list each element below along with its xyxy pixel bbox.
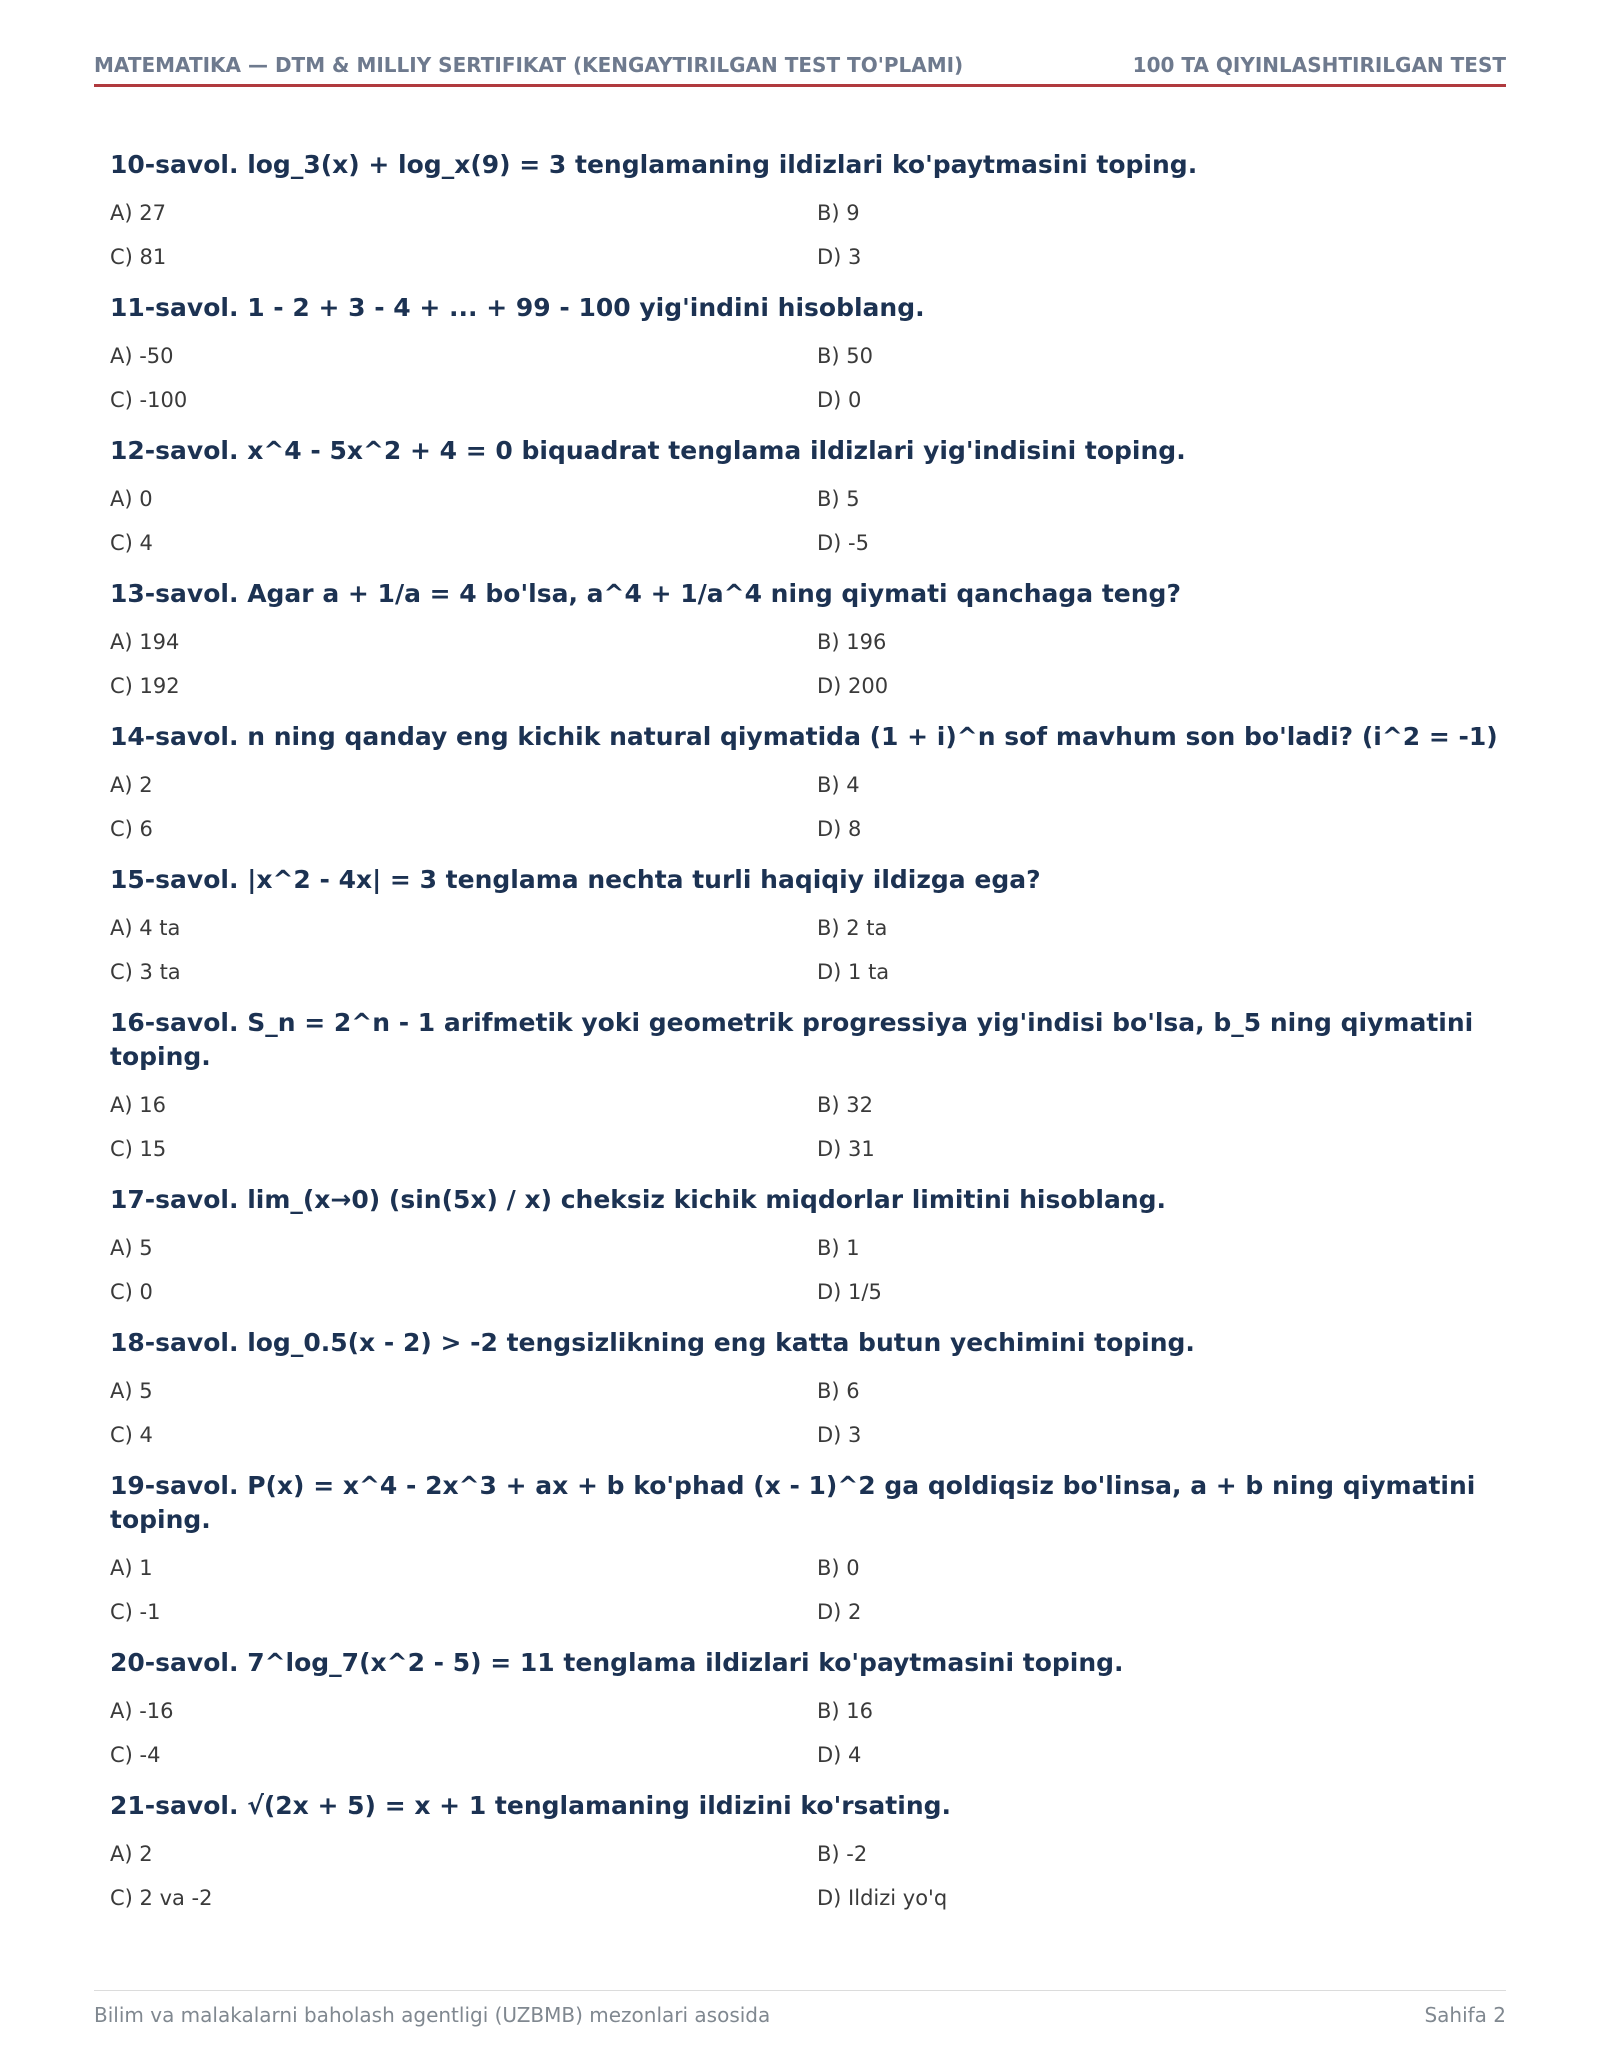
question-block bbox=[110, 1789, 1510, 1920]
answer-option: D) 200 bbox=[817, 674, 889, 698]
question-title bbox=[110, 434, 1510, 468]
question-title bbox=[110, 1183, 1510, 1217]
question-text: P(x) = x^4 - 2x^3 + ax + b ko'phad (x - 1)^2 ga qoldiqsiz bo'linsa, a + b ning qiymatini toping. bbox=[110, 1471, 1476, 1534]
question-number: 16-savol. bbox=[110, 1008, 239, 1037]
question-block bbox=[110, 577, 1510, 708]
answer-option: C) -100 bbox=[110, 388, 188, 412]
question-number: 14-savol. bbox=[110, 722, 239, 751]
answer-option: B) 2 ta bbox=[817, 916, 888, 940]
question-block bbox=[110, 720, 1510, 851]
answer-option: C) 81 bbox=[110, 245, 167, 269]
question-title bbox=[110, 1646, 1510, 1680]
question-number: 12-savol. bbox=[110, 436, 239, 465]
answer-option: B) 9 bbox=[817, 201, 860, 225]
question-title bbox=[110, 1789, 1510, 1823]
page-footer bbox=[94, 1990, 1506, 2027]
answer-option: B) 50 bbox=[817, 344, 873, 368]
question-text: S_n = 2^n - 1 arifmetik yoki geometrik progressiya yig'indisi bo'lsa, b_5 ning qiymatini toping. bbox=[110, 1008, 1474, 1071]
answer-option: B) 1 bbox=[817, 1236, 860, 1260]
answer-option: A) -16 bbox=[110, 1699, 174, 1723]
answer-option: C) -1 bbox=[110, 1600, 161, 1624]
answer-option: C) 4 bbox=[110, 531, 153, 555]
answer-options bbox=[110, 906, 1510, 994]
answer-option: C) 6 bbox=[110, 817, 153, 841]
question-block bbox=[110, 1006, 1510, 1171]
answer-option: C) 15 bbox=[110, 1137, 167, 1161]
answer-option: A) 5 bbox=[110, 1236, 153, 1260]
answer-option: B) 16 bbox=[817, 1699, 873, 1723]
question-number: 15-savol. bbox=[110, 865, 239, 894]
answer-options bbox=[110, 334, 1510, 422]
question-text: 1 - 2 + 3 - 4 + ... + 99 - 100 yig'indini hisoblang. bbox=[247, 293, 925, 322]
question-number: 18-savol. bbox=[110, 1328, 239, 1357]
question-title bbox=[110, 720, 1510, 754]
question-title bbox=[110, 148, 1510, 182]
question-title bbox=[110, 863, 1510, 897]
question-number: 19-savol. bbox=[110, 1471, 239, 1500]
answer-option: A) 27 bbox=[110, 201, 166, 225]
header-subtitle: 100 TA QIYINLASHTIRILGAN TEST bbox=[1132, 53, 1506, 77]
question-text: x^4 - 5x^2 + 4 = 0 biquadrat tenglama ildizlari yig'indisini toping. bbox=[247, 436, 1186, 465]
answer-option: D) 31 bbox=[817, 1137, 875, 1161]
question-text: n ning qanday eng kichik natural qiymatida (1 + i)^n sof mavhum son bo'ladi? (i^2 = -1) bbox=[247, 722, 1498, 751]
question-title bbox=[110, 1326, 1510, 1360]
question-number: 10-savol. bbox=[110, 150, 239, 179]
answer-option: D) 1/5 bbox=[817, 1280, 882, 1304]
question-text: log_0.5(x - 2) > -2 tengsizlikning eng katta butun yechimini toping. bbox=[247, 1328, 1195, 1357]
question-title bbox=[110, 1469, 1510, 1537]
question-block bbox=[110, 1326, 1510, 1457]
answer-option: A) 2 bbox=[110, 773, 153, 797]
question-number: 21-savol. bbox=[110, 1791, 239, 1820]
answer-options bbox=[110, 191, 1510, 279]
footer-source: Bilim va malakalarni baholash agentligi (UZBMB) mezonlari asosida bbox=[94, 2003, 771, 2027]
answer-option: B) 32 bbox=[817, 1093, 873, 1117]
question-text: lim_(x→0) (sin(5x) / x) cheksiz kichik miqdorlar limitini hisoblang. bbox=[247, 1185, 1167, 1214]
page-header bbox=[94, 50, 1506, 87]
answer-option: A) 2 bbox=[110, 1842, 153, 1866]
question-title bbox=[110, 577, 1510, 611]
answer-option: B) -2 bbox=[817, 1842, 868, 1866]
answer-options bbox=[110, 1083, 1510, 1171]
question-title bbox=[110, 291, 1510, 325]
question-text: |x^2 - 4x| = 3 tenglama nechta turli haqiqiy ildizga ega? bbox=[247, 865, 1041, 894]
question-block bbox=[110, 434, 1510, 565]
question-block bbox=[110, 1646, 1510, 1777]
answer-options bbox=[110, 1546, 1510, 1634]
question-block bbox=[110, 1183, 1510, 1314]
question-text: √(2x + 5) = x + 1 tenglamaning ildizini ko'rsating. bbox=[247, 1791, 952, 1820]
question-number: 17-savol. bbox=[110, 1185, 239, 1214]
question-text: log_3(x) + log_x(9) = 3 tenglamaning ildizlari ko'paytmasini toping. bbox=[247, 150, 1198, 179]
answer-option: B) 0 bbox=[817, 1556, 860, 1580]
answer-options bbox=[110, 1689, 1510, 1777]
answer-option: B) 5 bbox=[817, 487, 860, 511]
answer-options bbox=[110, 620, 1510, 708]
answer-option: A) 16 bbox=[110, 1093, 166, 1117]
header-title: MATEMATIKA — DTM & MILLIY SERTIFIKAT (KENGAYTIRILGAN TEST TO'PLAMI) bbox=[94, 53, 964, 77]
answer-options bbox=[110, 763, 1510, 851]
answer-option: A) 5 bbox=[110, 1379, 153, 1403]
answer-option: D) 3 bbox=[817, 1423, 862, 1447]
answer-option: A) 0 bbox=[110, 487, 153, 511]
answer-option: B) 6 bbox=[817, 1379, 860, 1403]
question-text: Agar a + 1/a = 4 bo'lsa, a^4 + 1/a^4 ning qiymati qanchaga teng? bbox=[247, 579, 1181, 608]
answer-options bbox=[110, 1226, 1510, 1314]
question-number: 13-savol. bbox=[110, 579, 239, 608]
answer-option: C) 0 bbox=[110, 1280, 153, 1304]
answer-options bbox=[110, 1832, 1510, 1920]
question-block bbox=[110, 148, 1510, 279]
page-number: Sahifa 2 bbox=[1424, 2003, 1506, 2027]
answer-options bbox=[110, 1369, 1510, 1457]
answer-option: D) 8 bbox=[817, 817, 862, 841]
answer-option: C) 3 ta bbox=[110, 960, 181, 984]
question-number: 20-savol. bbox=[110, 1648, 239, 1677]
question-block bbox=[110, 291, 1510, 422]
question-block bbox=[110, 863, 1510, 994]
question-title bbox=[110, 1006, 1510, 1074]
answer-option: C) 192 bbox=[110, 674, 180, 698]
answer-option: D) 0 bbox=[817, 388, 862, 412]
answer-option: A) -50 bbox=[110, 344, 174, 368]
answer-option: B) 196 bbox=[817, 630, 887, 654]
question-number: 11-savol. bbox=[110, 293, 239, 322]
answer-option: C) 4 bbox=[110, 1423, 153, 1447]
answer-option: D) Ildizi yo'q bbox=[817, 1886, 948, 1910]
answer-option: D) 3 bbox=[817, 245, 862, 269]
answer-option: A) 194 bbox=[110, 630, 180, 654]
question-text: 7^log_7(x^2 - 5) = 11 tenglama ildizlari ko'paytmasini toping. bbox=[247, 1648, 1124, 1677]
answer-option: C) -4 bbox=[110, 1743, 161, 1767]
answer-option: D) -5 bbox=[817, 531, 869, 555]
question-list bbox=[110, 148, 1510, 1932]
answer-option: A) 4 ta bbox=[110, 916, 181, 940]
answer-option: A) 1 bbox=[110, 1556, 153, 1580]
answer-option: D) 2 bbox=[817, 1600, 862, 1624]
answer-option: C) 2 va -2 bbox=[110, 1886, 213, 1910]
question-block bbox=[110, 1469, 1510, 1634]
answer-option: B) 4 bbox=[817, 773, 860, 797]
answer-option: D) 1 ta bbox=[817, 960, 890, 984]
answer-option: D) 4 bbox=[817, 1743, 862, 1767]
answer-options bbox=[110, 477, 1510, 565]
